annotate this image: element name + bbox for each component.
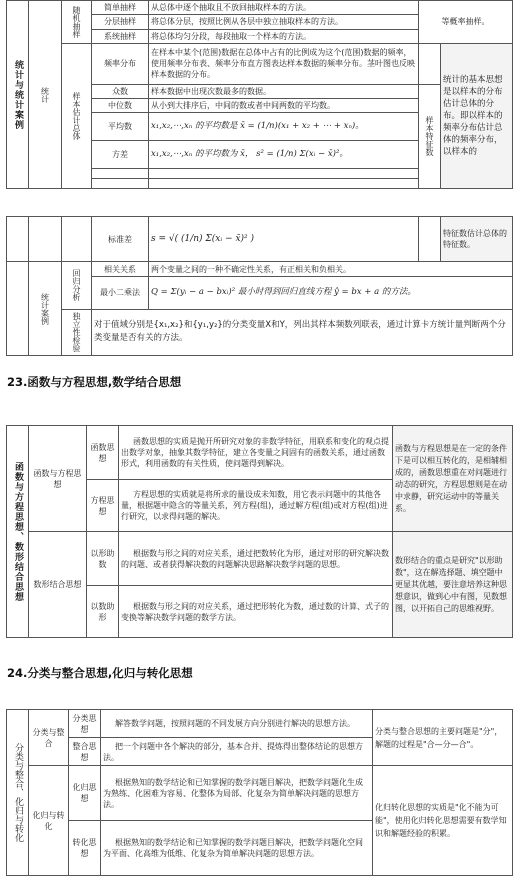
row-name-simple: 简单抽样 <box>92 1 149 15</box>
shape-help-name: 以形助数 <box>87 532 119 586</box>
int-desc: 把一个问题中各个解决的部分，基本合并、提炼得出整体结论的思想方法。 <box>101 738 373 766</box>
eq-desc: 方程思想的实质就是将所求的量设成未知数，用它表示问题中的其他各量，根据题中隐含的等量关系，列方程(组)，通过解方程(组)或对方程(组)进行研究，以求得问题的解决。 <box>119 480 393 532</box>
mode-desc: 样本数据中出现次数最多的数据。 <box>149 84 419 98</box>
median-name: 中位数 <box>92 99 149 113</box>
mean-desc: x₁,x₂,⋯,xₙ 的平均数是 x̄ = (1/n)(x₁ + x₂ + ⋯ + xₙ)。 <box>149 113 419 141</box>
std-name: 标准差 <box>92 217 149 262</box>
row-desc-systematic: 将总体均匀分段，每段抽取一个样本的方法。 <box>149 29 419 43</box>
mode-name: 众数 <box>92 84 149 98</box>
fe-label: 函数与方程思想 <box>29 426 87 532</box>
num-help-desc: 根据数与形之间的对应关系，通过把形转化为数，通过数的计算、式子的变换等解决数学问题的数学方法。 <box>119 586 393 638</box>
var-desc: x₁,x₂,⋯,xₙ 的平均数为 x̄， s² = (1/n) Σ(xᵢ − x̄)²。 <box>149 140 419 168</box>
section-24-title: 24.分类与整合思想,化归与转化思想 <box>7 666 193 680</box>
main-label-statistics: 统计与统计案例 <box>7 1 29 189</box>
rt-label: 化归与转化 <box>29 766 69 876</box>
case-label: 统计案例 <box>29 262 62 356</box>
func-name: 函数思想 <box>87 426 119 480</box>
cls-name: 分类思想 <box>69 710 101 738</box>
red-desc: 根据熟知的数学结论和已知掌握的数学问题目解决，把数学问题化生成为熟练、化困难为容易、化整体为局部、化复杂为简单解决问题的思想方法。 <box>101 766 373 821</box>
corr-name: 相关关系 <box>92 262 149 277</box>
indep-desc: 对于值域分别是{x₁,x₂}和{y₁,y₂}的分类变量X和Y，列出其样本频数列联表，通过计算卡方统计量判断两个分类变量是否有关的方法。 <box>92 309 513 355</box>
sampling-note: 等概率抽样。 <box>419 1 513 44</box>
rt-note: 化归转化思想的实质是"化不能为可能"，使用化归转化思想需要有数学知识和解题经验的积累。 <box>373 766 513 876</box>
table-statistics-1 <box>6 0 513 189</box>
nf-label: 数形结合思想 <box>29 532 87 638</box>
sample-feature-note: 样本特征数 <box>419 84 441 188</box>
ls-desc: Q = Σ(yᵢ − a − bxᵢ)² 最小时得到回归直线方程 ŷ = bx + a 的方法。 <box>149 277 513 309</box>
nf-note: 数形结合的重点是研究"以形助数"，这在解选择题、填空题中更显其优越，要注意培养这种思想意识，做到心中有图，见数想图，以开拓自己的思维视野。 <box>393 532 513 638</box>
table-statistics-2 <box>6 216 513 356</box>
tr-desc: 根据熟知的数学结论和已知掌握的数学问题目解决，把数学问题化空间为平面、化高维为低维、化复杂为简单解决问题的思想方法。 <box>101 821 373 876</box>
shape-help-desc: 根据数与形之间的对应关系，通过把数转化为形，通过对形的研究解决数的问题、或者获得解决数的问题解决思路解决数学问题的思想。 <box>119 532 393 586</box>
ls-name: 最小二乘法 <box>92 277 149 309</box>
section-23-title: 23.函数与方程思想,数学结合思想 <box>7 375 182 389</box>
num-help-name: 以数助形 <box>87 586 119 638</box>
std-note: 特征数估计总体的特征数。 <box>441 217 513 262</box>
cls-desc: 解答数学问题，按照问题的不同发展方向分别进行解决的思想方法。 <box>101 710 373 738</box>
ci-label: 分类与整合 <box>29 710 69 766</box>
row-desc-stratified: 将总体分层，按照比例从各层中独立抽取样本的方法。 <box>149 15 419 29</box>
table-classify-transform <box>6 709 513 876</box>
func-desc: 函数思想的实质是抛开所研究对象的非数学特征，用联系和变化的观点提出数学对象，抽象其数学特征，建立各变量之间固有的函数关系，通过函数形式，利用函数的有关性质，使问题得到解决。 <box>119 426 393 480</box>
row-desc-simple: 从总体中逐个抽取且不放回抽取样本的方法。 <box>149 1 419 15</box>
int-name: 整合思想 <box>69 738 101 766</box>
tr-name: 转化思想 <box>69 821 101 876</box>
var-name: 方差 <box>92 140 149 168</box>
red-name: 化归思想 <box>69 766 101 821</box>
table-function-equation <box>6 425 513 638</box>
freq-name: 频率分布 <box>92 43 149 84</box>
sampling-label: 随机抽样 <box>62 1 92 44</box>
indep-label: 独立性检验 <box>62 309 92 355</box>
main-label-24: 分类与整合、化归与转化 <box>7 710 29 876</box>
eq-name: 方程思想 <box>87 480 119 532</box>
main-label-23: 函数与方程思想、数形结合思想 <box>7 426 29 638</box>
row-name-systematic: 系统抽样 <box>92 29 149 43</box>
std-formula: s = √( (1/n) Σ(xᵢ − x̄)² ) <box>149 217 419 262</box>
corr-desc: 两个变量之间的一种不确定性关系，有正相关和负相关。 <box>149 262 513 277</box>
idea-note: 统计的基本思想是以样本的分布估计总体的分布。即以样本的频率分布估计总体的频率分布，以样本的 <box>441 43 513 188</box>
median-desc: 从小到大排序后，中间的数或者中间两数的平均数。 <box>149 99 419 113</box>
mean-name: 平均数 <box>92 113 149 141</box>
fe-note: 函数与方程思想是在一定的条件下是可以相互转化的，是相辅相成的，函数思想重在对问题进行动态的研究，方程思想则是在动中求静，研究运动中的等量关系。 <box>393 426 513 532</box>
sub-label-statistics: 统计 <box>29 1 62 189</box>
reg-label: 回归分析 <box>62 262 92 309</box>
row-name-stratified: 分层抽样 <box>92 15 149 29</box>
ci-note: 分类与整合思想的主要问题是"分"，解题的过程是"合—分—合"。 <box>373 710 513 766</box>
freq-desc: 在样本中某个(范围)数据在总体中占有的比例成为这个(范围)数据的频率，使用频率分布表、频率分布直方图表达样本数据的频率分布。茎叶图也反映样本数据的分布。 <box>149 43 419 84</box>
estimate-label: 样本估计总体 <box>62 43 92 188</box>
